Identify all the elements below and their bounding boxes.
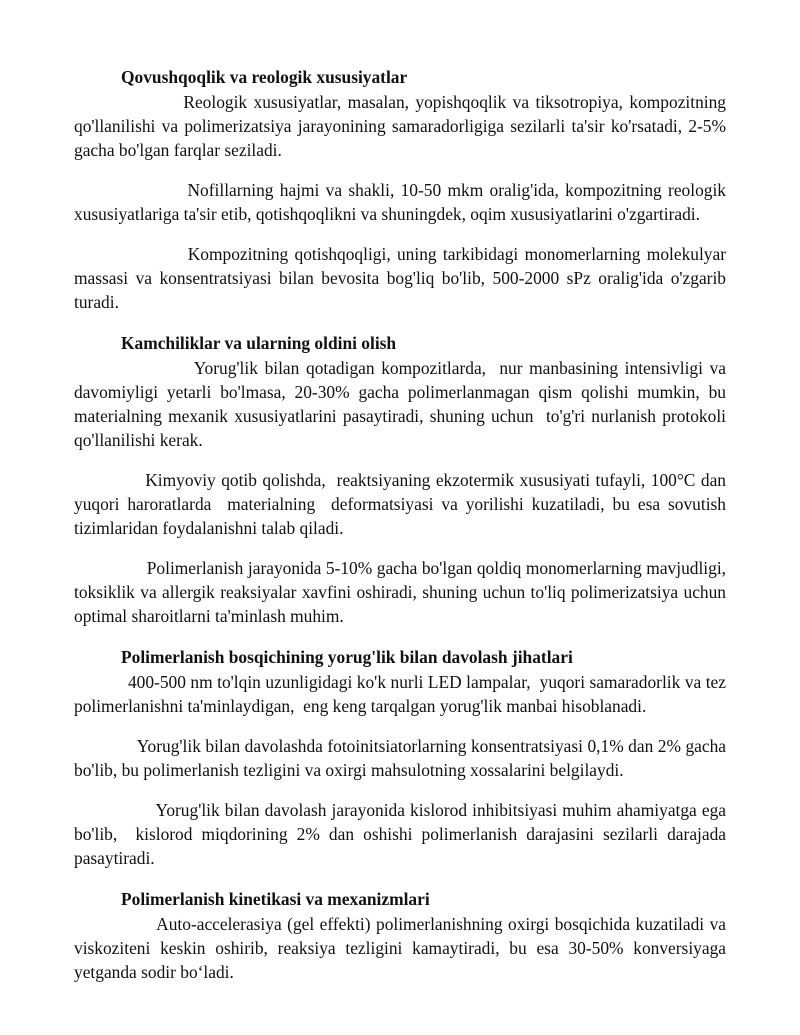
paragraph: Kompozitning qotishqoqligi, uning tarkibidagi monomerlarning molekulyar massasi va konsentratsiyasi bilan bevosita bog'liq bo'lib, 500-2000 sPz oralig'ida o'zgarib turadi. [74, 244, 731, 312]
paragraph: Auto-accelerasiya (gel effekti) polimerlanishning oxirgi bosqichida kuzatiladi va viskoziteni keskin oshirib, reaksiya tezligini kamaytiradi, bu esa 30-50% konversiyaga yetganda sodir bo‘ladi. [74, 914, 731, 982]
paragraph: Yorug'lik bilan davolashda fotoinitsiatorlarning konsentratsiyasi 0,1% dan 2% gacha bo'lib, bu polimerlanish tezligini va oxirgi mahsulotning xossalarini belgilaydi. [74, 736, 731, 780]
paragraph: Kimyoviy qotib qolishda, reaktsiyaning ekzotermik xususiyati tufayli, 100°C dan yuqori haroratlarda materialning deformatsiyasi va yorilishi kuzatiladi, bu esa sovutish tizimlaridan foydalanishni talab qiladi. [74, 470, 731, 538]
section-heading-drawbacks: Kamchiliklar va ularning oldini olish [121, 333, 397, 353]
section-heading-viscosity: Qovushqoqlik va reologik xususiyatlar [121, 67, 408, 87]
paragraph: Yorug'lik bilan qotadigan kompozitlarda, nur manbasining intensivligi va davomiyligi yetarli bo'lmasa, 20-30% gacha polimerlanmagan qism qolishi mumkin, bu materialning mexanik xususiyatlarini pasaytiradi, shuning uchun to'g'ri nurlanish protokoli qo'llanilishi kerak. [74, 358, 731, 450]
section-heading-kinetics: Polimerlanish kinetikasi va mexanizmlari [121, 889, 430, 909]
paragraph: 400-500 nm to'lqin uzunligidagi ko'k nurli LED lampalar, yuqori samaradorlik va tez polimerlanishni ta'minlaydigan, eng keng tarqalgan yorug'lik manbai hisoblanadi. [74, 672, 731, 716]
paragraph: Polimerlanish jarayonida 5-10% gacha bo'lgan qoldiq monomerlarning mavjudligi, toksiklik va allergik reaksiyalar xavfini oshiradi, shuning uchun to'liq polimerizatsiya uchun optimal sharoitlarni ta'minlash muhim. [74, 558, 731, 626]
document-page [74, 66, 731, 984]
paragraph: Nofillarning hajmi va shakli, 10-50 mkm oralig'ida, kompozitning reologik xususiyatlariga ta'sir etib, qotishqoqlikni va shuningdek, oqim xususiyatlarini o'zgartiradi. [74, 180, 731, 224]
section-heading-light-curing: Polimerlanish bosqichining yorug'lik bilan davolash jihatlari [121, 647, 573, 667]
paragraph: Reologik xususiyatlar, masalan, yopishqoqlik va tiksotropiya, kompozitning qo'llanilishi va polimerizatsiya jarayonining samaradorligiga sezilarli ta'sir ko'rsatadi, 2-5% gacha bo'lgan farqlar seziladi. [74, 92, 731, 160]
paragraph: Yorug'lik bilan davolash jarayonida kislorod inhibitsiyasi muhim ahamiyatga ega bo'lib, kislorod miqdorining 2% dan oshishi polimerlanish darajasini sezilarli darajada pasaytiradi. [74, 800, 731, 868]
